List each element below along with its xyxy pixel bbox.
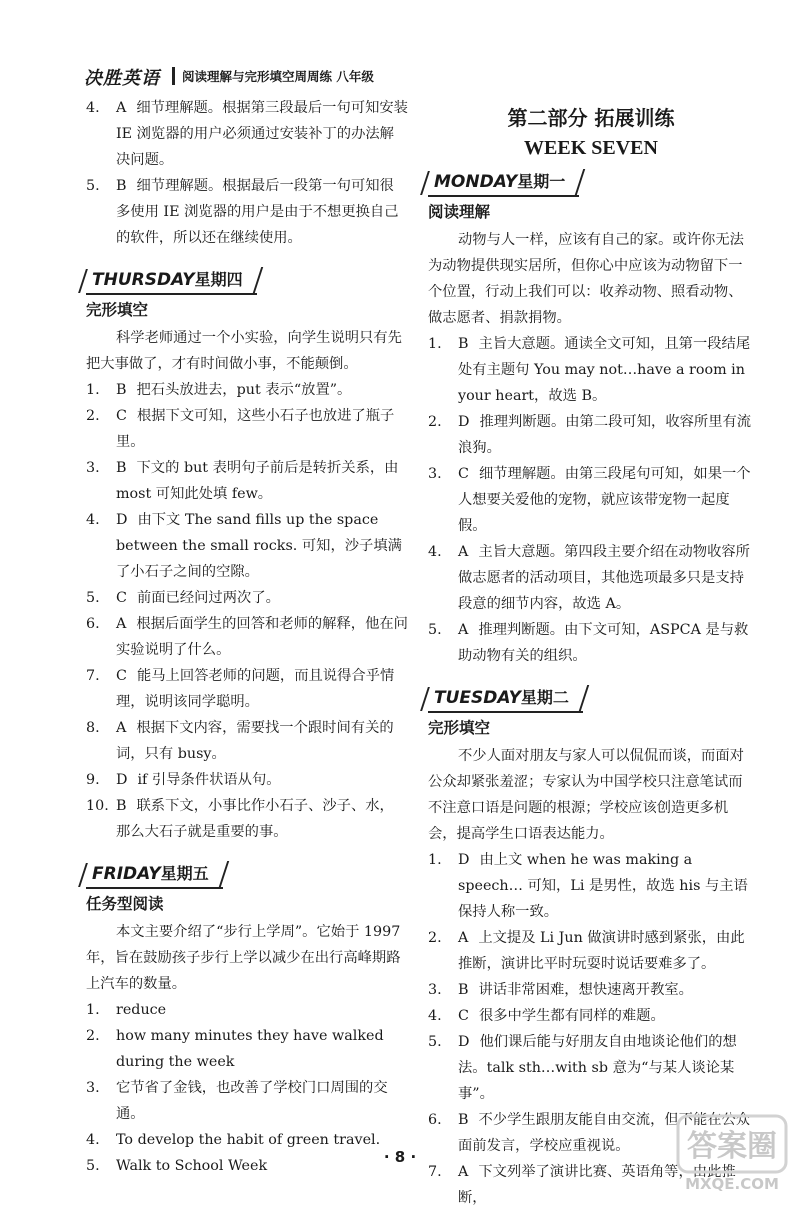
answer-item: 5. Walk to School Week	[86, 1158, 268, 1174]
answer-item: 5. A 推理判断题。由下文可知，ASPCA 是与救助动物有关的组织。	[428, 622, 749, 664]
section-title: 完形填空	[86, 301, 149, 319]
answer-item: 4. A 主旨大意题。第四段主要介绍在动物收容所做志愿者的活动项目，其他选项最多只是支持段意的细节内容，故选 A。	[428, 544, 750, 612]
answer-item: 4. C 很多中学生都有同样的难题。	[428, 1008, 665, 1024]
answer-item: 2. how many minutes they have walked during the week	[86, 1028, 384, 1070]
answer-item: 1. reduce	[86, 1002, 167, 1018]
watermark-url: MXQE.COM	[685, 1175, 779, 1193]
section-title: 任务型阅读	[86, 895, 164, 913]
answer-item: 3. B 讲话非常困难，想快速离开教室。	[428, 982, 693, 998]
answer-item: 4. A 细节理解题。根据第三段最后一句可知安装 IE 浏览器的用户必须通过安装补丁的办法解决问题。	[86, 100, 408, 168]
answer-item: 5. C 前面已经问过两次了。	[86, 590, 280, 606]
part-title: 第二部分 拓展训练	[507, 106, 675, 130]
page-number: · 8 ·	[383, 1148, 417, 1166]
section-title: 完形填空	[428, 719, 491, 737]
series-title: 阅读理解与完形填空周周练 八年级	[182, 69, 374, 84]
answer-item: 7. A 下文列举了演讲比赛、英语角等，由此推断，	[428, 1164, 736, 1206]
answer-item: 6. A 根据后面学生的回答和老师的解释，他在问实验说明了什么。	[86, 616, 408, 658]
answer-item: 2. A 上文提及 Li Jun 做演讲时感到紧张，由此推断，演讲比平时玩耍时说话要难多了。	[428, 930, 745, 972]
answer-item: 5. B 细节理解题。根据最后一段第一句可知很多使用 IE 浏览器的用户是由于不想更换自己的软件，所以还在继续使用。	[86, 178, 399, 246]
day-tag-thursday: THURSDAY星期四	[86, 265, 257, 295]
answer-item: 1. B 主旨大意题。通读全文可知，且第一段结尾处有主题句 You may not…have a room in your heart，故选 B。	[428, 336, 751, 404]
day-tag-friday: FRIDAY星期五	[86, 859, 223, 889]
header-divider	[172, 67, 175, 85]
brand-logo: 决胜英语	[84, 68, 160, 89]
monday-section	[428, 165, 754, 669]
answer-item: 3. B 下文的 but 表明句子前后是转折关系，由 most 可知此处填 few。	[86, 460, 399, 502]
answer-item: 1. B 把石头放进去，put 表示“放置”。	[86, 382, 352, 398]
watermark-logo	[672, 1112, 792, 1194]
left-column	[86, 95, 408, 1179]
thursday-section	[86, 251, 408, 845]
answer-item: 2. D 推理判断题。由第二段可知，收容所里有流浪狗。	[428, 414, 752, 456]
answer-item: 4. To develop the habit of green travel.	[86, 1132, 381, 1148]
watermark-text: 答案圈	[687, 1129, 777, 1164]
passage-summary: 不少人面对朋友与家人可以侃侃而谈，而面对公众却紧张羞涩；专家认为中国学校只注意笔试而不注意口语是问题的根源；学校应该创造更多机会，提高学生口语表达能力。	[428, 748, 744, 842]
right-column	[428, 95, 754, 1211]
day-tag-tuesday: TUESDAY星期二	[428, 683, 583, 713]
wednesday-tail-answers	[86, 95, 408, 251]
answer-item: 2. C 根据下文可知，这些小石子也放进了瓶子里。	[86, 408, 395, 450]
answer-item: 6. B 不少学生跟朋友能自由交流，但不能在公众面前发言，学校应重视说。	[428, 1112, 751, 1154]
answer-item: 5. D 他们课后能与好朋友自由地谈论他们的想法。talk sth…with sb 意为“与某人谈论某事”。	[428, 1034, 737, 1102]
answer-item: 3. 它节省了金钱，也改善了学校门口周围的交通。	[86, 1080, 388, 1122]
day-tag-monday: MONDAY星期一	[428, 167, 579, 197]
week-title: WEEK SEVEN	[524, 137, 658, 159]
answer-item: 1. D 由上文 when he was making a speech… 可知，Li 是男性，故选 his 与主语保持人称一致。	[428, 852, 748, 920]
passage-summary: 动物与人一样，应该有自己的家。或许你无法为动物提供现实居所，但你心中应该为动物留下一个位置，行动上我们可以：收养动物、照看动物、做志愿者、捐款捐物。	[428, 232, 744, 326]
answer-item: 10. B 联系下文，小事比作小石子、沙子、水，那么大石子就是重要的事。	[86, 798, 394, 840]
passage-summary: 科学老师通过一个小实验，向学生说明只有先把大事做了，才有时间做小事，不能颠倒。	[86, 330, 402, 372]
answer-item: 9. D if 引导条件状语从句。	[86, 772, 281, 788]
answer-item: 3. C 细节理解题。由第三段尾句可知，如果一个人想要关爱他的宠物，就应该带宠物一起度假。	[428, 466, 751, 534]
section-title: 阅读理解	[428, 203, 491, 221]
answer-item: 4. D 由下文 The sand fills up the space between the small rocks. 可知，沙子填满了小石子之间的空隙。	[86, 512, 402, 580]
page-header	[84, 64, 764, 90]
friday-section	[86, 845, 408, 1179]
answer-item: 8. A 根据下文内容，需要找一个跟时间有关的词，只有 busy。	[86, 720, 394, 762]
passage-summary: 本文主要介绍了“步行上学周”。它始于 1997 年，旨在鼓励孩子步行上学以减少在出行高峰期路上汽车的数量。	[86, 924, 401, 992]
answer-item: 7. C 能马上回答老师的问题，而且说得合乎情理，说明该同学聪明。	[86, 668, 395, 710]
